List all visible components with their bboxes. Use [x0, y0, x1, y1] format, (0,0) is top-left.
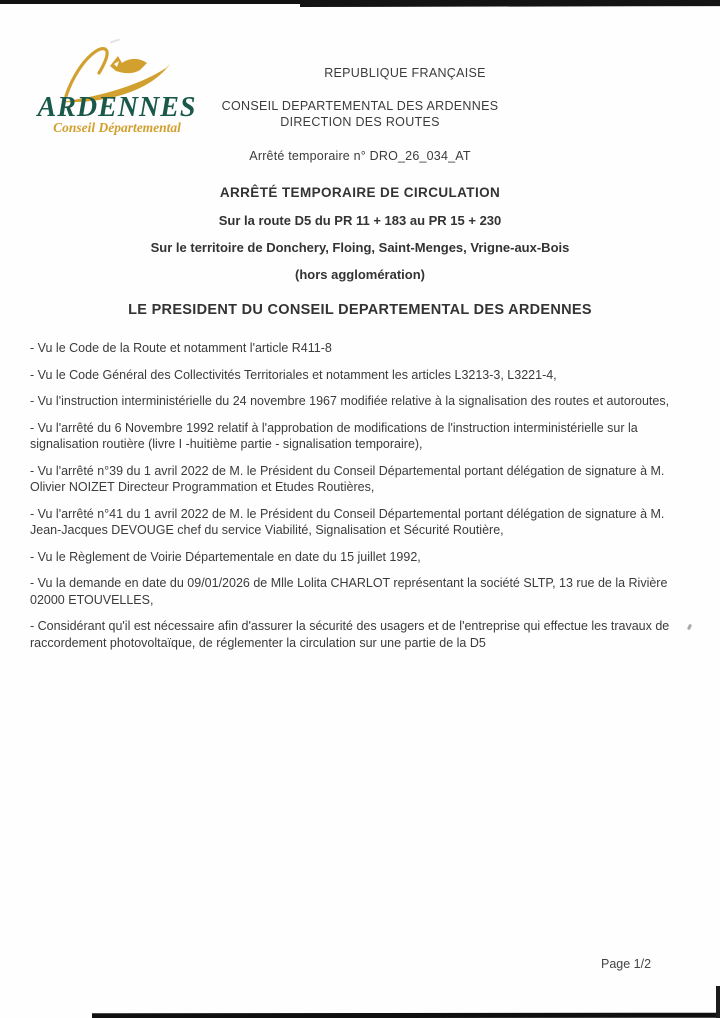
title-territory: Sur le territoire de Donchery, Floing, Saint-Menges, Vrigne-aux-Bois — [150, 240, 570, 255]
scan-artifact-top-edge-right — [300, 0, 720, 7]
clause-vu-reglement-voirie: - Vu le Règlement de Voirie Départementale en date du 15 juillet 1992, — [30, 549, 421, 564]
clause-vu-instruction-1967: - Vu l'instruction interministérielle du 24 novembre 1967 modifiée relative à la signalisation des routes et autoroutes, — [30, 394, 670, 408]
clauses-section — [30, 340, 698, 661]
title-agglomeration-note: (hors agglomération) — [294, 267, 425, 282]
clause-vu-code-collectivites: - Vu le Code Général des Collectivités Territoriales et notamment les articles L3213-3, L3221-4, — [30, 367, 557, 382]
title-road-section: Sur la route D5 du PR 11 + 183 au PR 15 + 230 — [218, 213, 502, 228]
scan-artifact-right-edge — [716, 986, 720, 1018]
logo-subtitle: Conseil Départemental — [53, 120, 181, 135]
header-direction: DIRECTION DES ROUTES — [280, 115, 440, 129]
scan-speck-light — [110, 39, 120, 44]
clause-vu-arrete-41: - Vu l'arrêté n°41 du 1 avril 2022 de M. le Président du Conseil Départemental portant délégation de signature à M. Jean-Jacques DEVOUGE chef du service Viabilité, Signalisation et Sécurité Routière, — [30, 506, 665, 537]
header-order-reference: Arrêté temporaire n° DRO_26_034_AT — [249, 149, 471, 163]
clause-vu-code-route: - Vu le Code de la Route et notamment l'article R411-8 — [30, 341, 332, 355]
authority-heading: LE PRESIDENT DU CONSEIL DEPARTEMENTAL DES ARDENNES — [128, 302, 592, 318]
page-indicator: Page 1/2 — [601, 957, 652, 971]
title-order-type: ARRÊTÉ TEMPORAIRE DE CIRCULATION — [219, 185, 501, 200]
header-council: CONSEIL DEPARTEMENTAL DES ARDENNES — [221, 99, 499, 113]
header-republic: REPUBLIQUE FRANÇAISE — [324, 66, 486, 80]
clause-vu-arrete-1992: - Vu l'arrêté du 6 Novembre 1992 relatif à l'approbation de modifications de l'instruction interministérielle sur la signalisation routière (livre I -huitième partie - signalisation temporaire), — [30, 420, 638, 451]
clause-vu-arrete-39: - Vu l'arrêté n°39 du 1 avril 2022 de M. le Président du Conseil Départemental portant délégation de signature à M. Olivier NOIZET Directeur Programmation et Etudes Routières, — [30, 463, 665, 494]
clause-vu-demande: - Vu la demande en date du 09/01/2026 de Mlle Lolita CHARLOT représentant la société SLTP, 13 rue de la Rivière 02000 ETOUVELLES, — [30, 576, 668, 607]
clause-considerant: - Considérant qu'il est nécessaire afin d'assurer la sécurité des usagers et de l'entreprise qui effectue les travaux de raccordement photovoltaïque, de réglementer la circulation sur une partie de la D5 — [30, 619, 670, 650]
scan-artifact-bottom-edge — [92, 1013, 720, 1018]
logo-title: ARDENNES — [37, 92, 197, 123]
